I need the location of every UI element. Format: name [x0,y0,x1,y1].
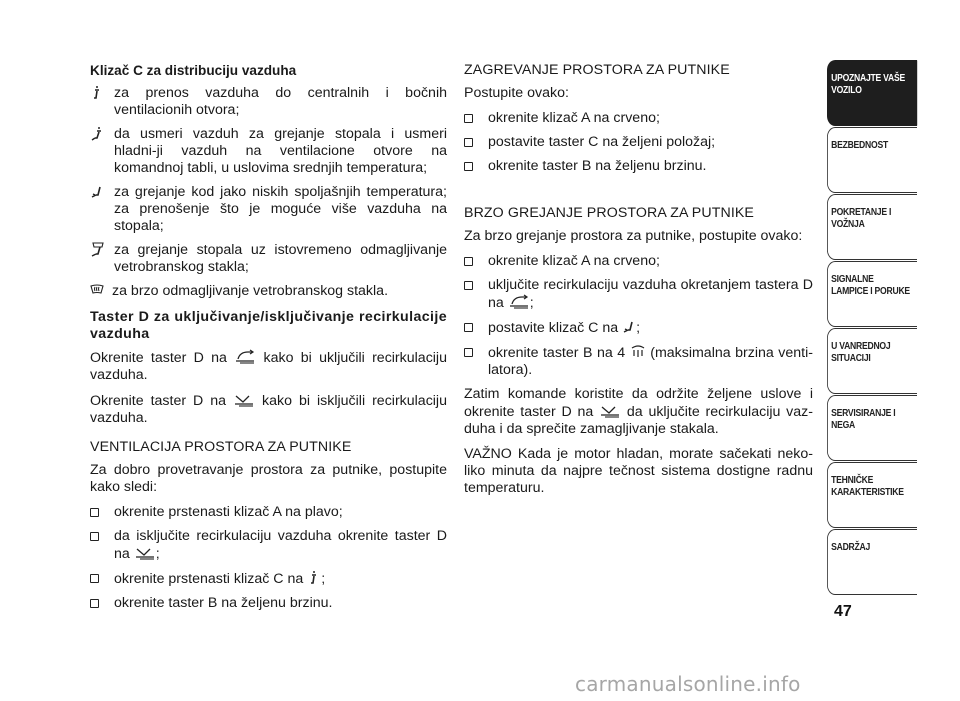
tab-tehnicke-karakteristike[interactable]: TEHNIČKE KARAKTERISTIKE [827,462,917,528]
mode-item: za grejanje stopala uz istovremeno odmagljivanje vetrobranskog stakla; [90,242,447,276]
checkbox-bullet-icon [464,162,473,171]
recirc-on-text: Okrenite taster D na kako bi uključili recirkulaciju vazduha. [90,350,447,383]
checkbox-bullet-icon [464,348,473,357]
tab-pokretanje-i-voznja[interactable]: POKRETANJE I VOŽNJA [827,194,917,260]
recirc-off-text: Okrenite taster D na kako bi isključili recirkulaciju vazduha. [90,393,447,426]
mode-item: za brzo odmagljivanje vetrobranskog stakla. [90,283,447,300]
mode-item: za grejanje kod jako niskih spoljašnjih temperatura; za prenošenje što je moguće više vazduha na stopala; [90,184,447,235]
list-item: okrenite klizač A na crveno; [464,253,813,270]
list-item: okrenite klizač A na crveno; [464,110,813,127]
tab-bezbednost[interactable]: BEZBEDNOST [827,127,917,193]
windscreen-defrost-icon [90,283,104,301]
recirc-off-icon [134,545,156,561]
checkbox-bullet-icon [90,532,99,541]
tab-servisiranje-i-nega[interactable]: SERVISIRANJE I NEGA [827,395,917,461]
face-vent-icon [90,85,104,103]
watermark: carmanualsonline.info [575,672,801,696]
list-item: okrenite taster B na željenu brzinu. [464,158,813,175]
chapter-tabs [827,60,917,596]
list-item: okrenite prstenasti klizač C na ; [90,570,447,588]
face-feet-vent-icon [90,126,104,144]
tab-u-vanrednoj-situaciji[interactable]: U VANREDNOJ SITUACIJI [827,328,917,394]
list-item: postavite taster C na željeni položaj; [464,134,813,151]
recirc-off-icon [233,392,255,408]
list-item: uključite recirkulaciju vazduha okretanjem tastera D na ; [464,277,813,312]
then-text: Zatim komande koristite da održite željene uslove i okrenite taster D na da uključite recirkulaciju vaz-duha i da sprečite zamagljivanje stakala. [464,386,813,437]
checkbox-bullet-icon [464,323,473,332]
important-note: VAŽNO Kada je motor hladan, morate sačekati neko-liko minuta da najpre tečnost sistema dostigne radnu temperaturu. [464,446,813,496]
slider-c-heading: Klizač C za distribuciju vazduha [90,63,297,78]
checkbox-bullet-icon [464,281,473,290]
fan-icon [630,344,646,360]
feet-defrost-icon [90,242,104,260]
ventilation-heading: VENTILACIJA PROSTORA ZA PUTNIKE [90,439,352,455]
feet-vent-icon [90,184,104,202]
list-item: da isključite recirkulaciju vazduha okrenite taster D na ; [90,528,447,563]
checkbox-bullet-icon [90,599,99,608]
quick-heading: BRZO GREJANJE PROSTORA ZA PUTNIKE [464,205,754,221]
heating-intro: Postupite ovako: [464,85,569,101]
list-item: postavite klizač C na ; [464,319,813,337]
face-vent-icon [307,570,321,586]
mode-item: da usmeri vazduh za grejanje stopala i usmeri hladni-ji vazduh na ventilacione otvore na komandnoj tabli, u uslovima srednjih temperatura; [90,126,447,177]
checkbox-bullet-icon [90,508,99,517]
checkbox-bullet-icon [464,257,473,266]
mode-item: za prenos vazduha do centralnih i bočnih ventilacionih otvora; [90,85,447,119]
recirc-off-icon [599,403,621,419]
tab-upoznajte-vase-vozilo[interactable]: UPOZNAJTE VAŠE VOZILO [827,60,917,126]
page-number: 47 [834,603,852,620]
button-d-heading: Taster D za uključivanje/isključivanje recirkulacije vazduha [90,309,447,342]
list-item: okrenite taster B na 4 (maksimalna brzina venti-latora). [464,344,813,379]
checkbox-bullet-icon [464,138,473,147]
quick-intro: Za brzo grejanje prostora za putnike, postupite ovako: [464,228,803,244]
heating-heading: ZAGREVANJE PROSTORA ZA PUTNIKE [464,62,730,78]
middle-column [464,62,813,505]
checkbox-bullet-icon [90,574,99,583]
recirc-on-icon [234,349,256,365]
recirc-on-icon [508,294,530,310]
ventilation-intro: Za dobro provetravanje prostora za putnike, postupite kako sledi: [90,462,447,495]
left-column [90,62,447,619]
feet-vent-icon [622,319,636,335]
tab-sadrzaj[interactable]: SADRŽAJ [827,529,917,595]
tab-signalne-lampice[interactable]: SIGNALNE LAMPICE I PORUKE [827,261,917,327]
list-item: okrenite taster B na željenu brzinu. [90,595,447,612]
list-item: okrenite prstenasti klizač A na plavo; [90,504,447,521]
checkbox-bullet-icon [464,114,473,123]
